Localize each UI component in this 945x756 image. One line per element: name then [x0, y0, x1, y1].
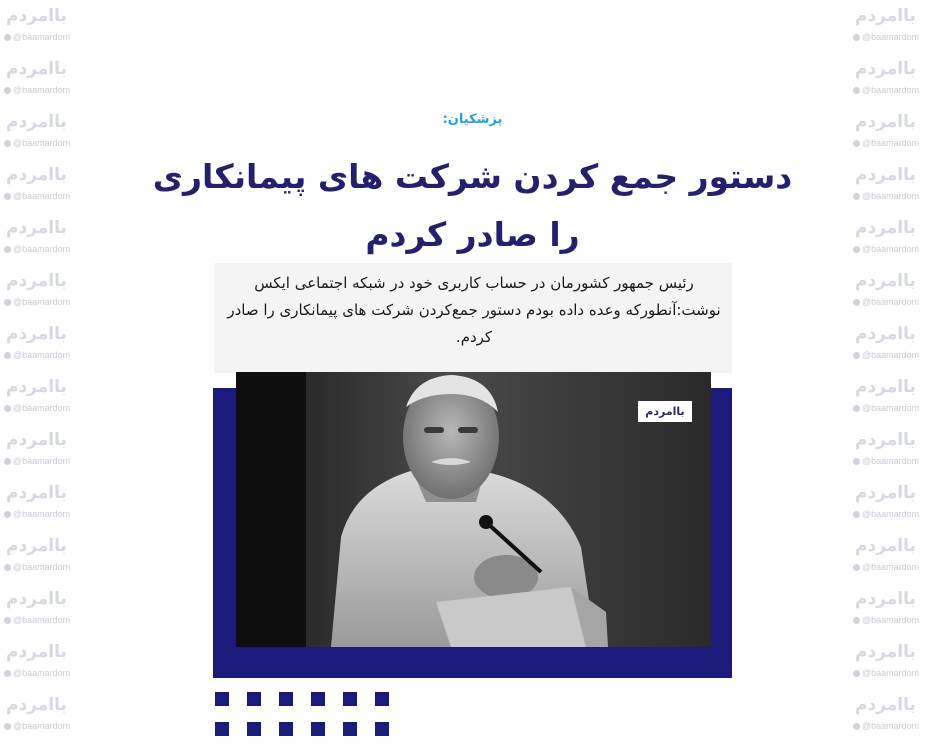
social-icon — [4, 299, 11, 306]
watermark-logo: باامردم — [6, 112, 67, 132]
decorative-dot-grid — [215, 692, 405, 742]
watermark-logo: باامردم — [6, 642, 67, 662]
watermark-item — [849, 530, 945, 583]
watermark-item — [849, 0, 945, 53]
watermark-logo: باامردم — [855, 695, 916, 715]
watermark-item — [849, 265, 945, 318]
watermark-logo: باامردم — [855, 430, 916, 450]
watermark-handle: @baamardom — [4, 297, 70, 307]
watermark-item — [849, 212, 945, 265]
decorative-square — [375, 722, 389, 736]
watermark-item — [0, 318, 96, 371]
watermark-handle: @baamardom — [4, 562, 70, 572]
watermark-logo: باامردم — [855, 642, 916, 662]
social-icon — [853, 405, 860, 412]
watermark-item — [0, 371, 96, 424]
social-icon — [853, 670, 860, 677]
decorative-square — [247, 722, 261, 736]
body-text: رئیس جمهور کشورمان در حساب کاربری خود در شبکه اجتماعی ایکس نوشت:آنطورکه وعده داده بودم دستور جمع‌کردن شرکت های پیمانکاری را صادر کردم. — [227, 274, 721, 346]
watermark-handle: @baamardom — [853, 403, 919, 413]
watermark-logo: باامردم — [6, 324, 67, 344]
watermark-handle: @baamardom — [4, 138, 70, 148]
watermark-logo: باامردم — [6, 218, 67, 238]
headline: دستور جمع کردن شرکت های پیمانکاری را صادر کردم — [152, 157, 793, 254]
social-icon — [4, 458, 11, 465]
decorative-square — [343, 692, 357, 706]
photo-logo-badge: باامردم — [638, 401, 692, 422]
social-icon — [853, 34, 860, 41]
watermark-handle: @baamardom — [853, 138, 919, 148]
watermark-item — [849, 318, 945, 371]
social-icon — [853, 458, 860, 465]
social-icon — [4, 140, 11, 147]
decorative-square — [215, 692, 229, 706]
watermark-item — [849, 583, 945, 636]
social-icon — [853, 193, 860, 200]
watermark-handle: @baamardom — [4, 85, 70, 95]
social-icon — [4, 193, 11, 200]
watermark-logo: باامردم — [855, 377, 916, 397]
social-icon — [4, 511, 11, 518]
social-icon — [4, 87, 11, 94]
social-icon — [853, 564, 860, 571]
watermark-logo: باامردم — [855, 324, 916, 344]
kicker-label: پزشکیان: — [442, 112, 503, 127]
social-icon — [4, 723, 11, 730]
watermark-logo: باامردم — [6, 589, 67, 609]
watermark-handle: @baamardom — [853, 668, 919, 678]
social-icon — [4, 405, 11, 412]
watermark-logo: باامردم — [6, 6, 67, 26]
watermark-item — [0, 159, 96, 212]
watermark-item — [0, 212, 96, 265]
watermark-item — [0, 265, 96, 318]
watermark-handle: @baamardom — [853, 350, 919, 360]
watermark-handle: @baamardom — [4, 509, 70, 519]
watermark-logo: باامردم — [6, 695, 67, 715]
watermark-handle: @baamardom — [4, 403, 70, 413]
watermark-handle: @baamardom — [853, 509, 919, 519]
social-icon — [853, 723, 860, 730]
watermark-handle: @baamardom — [853, 32, 919, 42]
social-icon — [853, 246, 860, 253]
social-icon — [853, 352, 860, 359]
decorative-square — [375, 692, 389, 706]
decorative-square — [343, 722, 357, 736]
watermark-logo: باامردم — [855, 271, 916, 291]
watermark-item — [849, 424, 945, 477]
watermark-handle: @baamardom — [4, 191, 70, 201]
watermark-logo: باامردم — [6, 59, 67, 79]
watermark-item — [849, 689, 945, 742]
decorative-square — [279, 692, 293, 706]
watermark-item — [0, 636, 96, 689]
watermark-logo: باامردم — [855, 483, 916, 503]
watermark-logo: باامردم — [6, 483, 67, 503]
watermark-item — [0, 0, 96, 53]
watermark-logo: باامردم — [6, 165, 67, 185]
watermark-handle: @baamardom — [853, 297, 919, 307]
watermark-logo: باامردم — [855, 589, 916, 609]
social-icon — [853, 617, 860, 624]
watermark-logo: باامردم — [855, 6, 916, 26]
watermark-item — [0, 53, 96, 106]
watermark-handle: @baamardom — [853, 456, 919, 466]
watermark-handle: @baamardom — [4, 350, 70, 360]
watermark-handle: @baamardom — [853, 191, 919, 201]
watermark-handle: @baamardom — [853, 85, 919, 95]
social-icon — [4, 246, 11, 253]
watermark-logo: باامردم — [855, 536, 916, 556]
watermark-logo: باامردم — [855, 112, 916, 132]
watermark-item — [849, 371, 945, 424]
watermark-logo: باامردم — [855, 165, 916, 185]
watermark-handle: @baamardom — [853, 615, 919, 625]
watermark-item — [0, 424, 96, 477]
watermark-handle: @baamardom — [4, 456, 70, 466]
watermark-handle: @baamardom — [4, 244, 70, 254]
decorative-square — [279, 722, 293, 736]
watermark-logo: باامردم — [855, 59, 916, 79]
watermark-item — [0, 583, 96, 636]
watermark-item — [849, 53, 945, 106]
watermark-handle: @baamardom — [4, 32, 70, 42]
social-icon — [4, 34, 11, 41]
social-icon — [4, 617, 11, 624]
watermark-logo: باامردم — [6, 271, 67, 291]
watermark-handle: @baamardom — [853, 721, 919, 731]
social-icon — [4, 670, 11, 677]
decorative-square — [311, 692, 325, 706]
watermark-handle: @baamardom — [4, 721, 70, 731]
decorative-square — [311, 722, 325, 736]
social-icon — [853, 511, 860, 518]
social-icon — [853, 87, 860, 94]
watermark-item — [0, 530, 96, 583]
social-icon — [853, 299, 860, 306]
watermark-item — [0, 689, 96, 742]
watermark-handle: @baamardom — [4, 615, 70, 625]
watermark-logo: باامردم — [6, 377, 67, 397]
social-icon — [853, 140, 860, 147]
decorative-square — [215, 722, 229, 736]
social-icon — [4, 564, 11, 571]
watermark-handle: @baamardom — [4, 668, 70, 678]
watermark-item — [0, 477, 96, 530]
watermark-item — [849, 159, 945, 212]
watermark-item — [849, 636, 945, 689]
decorative-square — [247, 692, 261, 706]
watermark-handle: @baamardom — [853, 244, 919, 254]
watermark-logo: باامردم — [6, 536, 67, 556]
watermark-handle: @baamardom — [853, 562, 919, 572]
social-icon — [4, 352, 11, 359]
watermark-item — [849, 477, 945, 530]
watermark-logo: باامردم — [855, 218, 916, 238]
watermark-logo: باامردم — [6, 430, 67, 450]
